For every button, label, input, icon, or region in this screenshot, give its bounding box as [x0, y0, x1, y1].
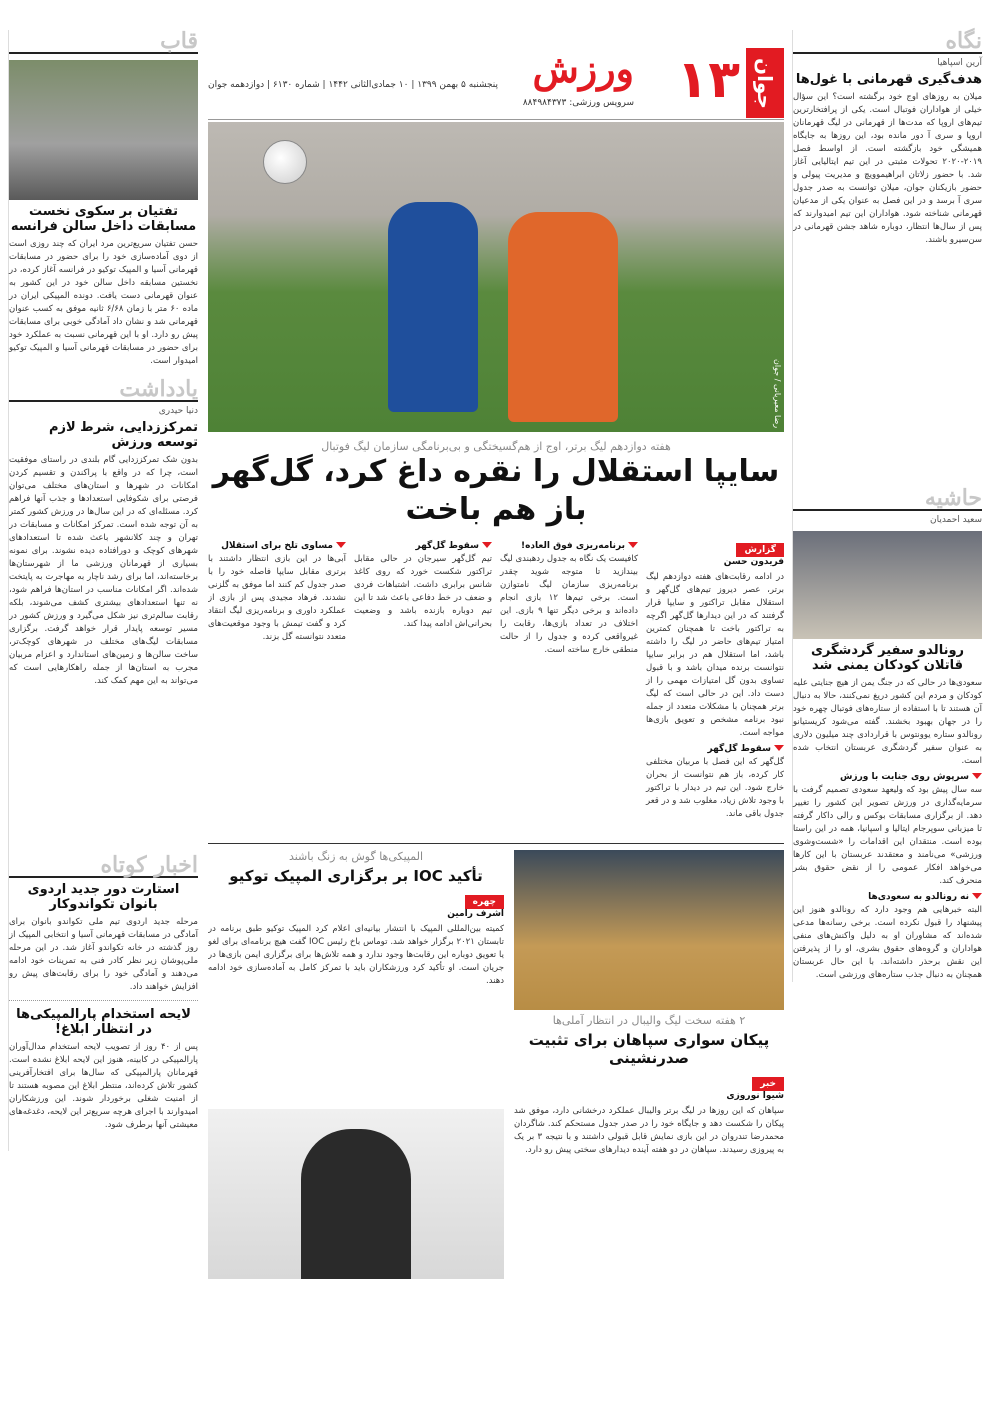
yad-headline: تمرکززدایی، شرط لازم توسعه ورزش — [48, 420, 198, 450]
hashie-body-3: البته خبرهایی هم وجود دارد که رونالدو هنوز این پیشنهاد را قبول نکرده است. برخی رسانه‌ها مدعی شده‌اند که مشاوران او به دلیل واکنش‌های منفی هواداران و گروه‌های حقوق بشری، او را از پذیرفتن این نقش برحذر داشته‌اند. با این حال عربستان همچنان به دنبال جذب ستاره‌های ورزشی است. — [793, 905, 982, 980]
bottom-stories — [208, 850, 784, 1305]
service-phone: سرویس ورزشی: ۸۸۴۹۸۴۳۷۳ — [522, 98, 634, 108]
main-subhead-1: سقوط گل‌گهر — [646, 744, 784, 754]
center-column — [208, 440, 784, 1305]
short1-body: مرحله جدید اردوی تیم ملی تکواندو بانوان برای آمادگی در مسابقات قهرمانی آسیا و انتخابی المپیک از روز گذشته در خانه تکواندو آغاز شد. در این مرحله ملی‌پوشان زیر نظر کادر فنی به تمرینات خود ادامه می‌دهند و آمادگی خود را برای رقابت‌های پیش رو افزایش خواهند داد. — [9, 917, 198, 992]
marker-icon — [628, 542, 638, 548]
short-divider — [9, 1000, 198, 1001]
short2-headline: لایحه استخدام پارالمپیکی‌ها در انتظار ابلاغ! — [16, 1007, 191, 1037]
olympic-body: کمیته بین‌المللی المپیک با انتشار بیانیه‌ای اعلام کرد المپیک توکیو طبق برنامه در تابستان ۲۰۲۱ برگزار خواهد شد. توماس باخ رئیس IOC گفت هیچ برنامه‌ای برای لغو یا تعویق دوباره این رقابت‌ها وجود ندارد و همه تلاش‌ها برای برگزاری ایمن بازی‌ها در جریان است. او تأکید کرد ورزشکاران باید با تمرکز کامل به آماده‌سازی خود ادامه دهند. — [208, 924, 504, 986]
issue-meta: پنجشنبه ۵ بهمن ۱۳۹۹ | ۱۰ جمادی‌الثانی ۱۴۴۲ | شماره ۶۱۳۰ | دوازدهمه جوان — [208, 80, 499, 90]
ronaldo-photo — [793, 531, 982, 639]
page-number: ۱۳ — [676, 50, 740, 110]
ghab-body: حسن تفتیان سریع‌ترین مرد ایران که چند روزی است از دوی آماده‌سازی خود را برای حضور در مسابقات قهرمانی آسیا و المپیک توکیو در فرانسه آغاز کرده، در نخستین مسابقه داخل سالن خود در این کشور به عنوان قهرمانی دست یافت. دونده المپیکی ایران در ماده ۶۰ متر با زمان ۶/۶۸ ثانیه موفق به کسب عنوان قهرمانی شد و نشان داد آمادگی خوبی برای مسابقات پیش رو دارد. او با این قهرمانی نسبت به عملکرد خود برای حضور در مسابقات قهرمانی آسیا و المپیک توکیو امیدوار است. — [9, 239, 198, 366]
football-icon — [263, 140, 307, 184]
podium-photo — [9, 60, 198, 200]
article-col-1 — [646, 537, 784, 837]
hashie-body: سعودی‌ها در حالی که در جنگ یمن از هیچ جنایتی علیه کودکان و مردم این کشور دریغ نمی‌کنند، حالا به دنبال آن هستند تا با استفاده از ستاره‌های فوتبال چهره خود را در جهان بهبود بخشند. گفته می‌شود کریستیانو رونالدو ستاره یوونتوس با قراردادی چند میلیون دلاری به عنوان سفیر گردشگری عربستان انتخاب شده است. — [793, 678, 982, 766]
marker-icon — [972, 893, 982, 899]
main-subhead-3: سقوط گل‌گهر — [354, 541, 492, 551]
olympic-story — [208, 850, 504, 1305]
ghab-headline: تفتیان بر سکوی نخست مسابقات داخل سالن فرانسه — [10, 204, 197, 234]
marker-icon — [774, 745, 784, 751]
main-article — [208, 537, 784, 837]
main-subhead-4: مساوی تلخ برای استقلال — [208, 541, 346, 551]
nigah-body: میلان به روزهای اوج خود برگشته است؟ این سؤال خیلی از هواداران فوتبال است. یکی از پرافتخارترین تیم‌های اروپا که مدت‌ها از قهرمانی در لیگ قهرمانان اروپا و سری آ دور مانده بود، این روزها به جایگاه همیشگی خود بازگشته است. از اواسط فصل ۲۰۱۹-۲۰۲۰ تحولات مثبتی در این تیم ایتالیایی آغاز شد. با حضور زلاتان ابراهیموویچ و مدیریت پیولی و حضور بازیکنان جوان، میلان توانست به صدر جدول سری آ برسد و در این فصل به عنوان یکی از مدعیان قهرمانی شناخته شود. هواداران این تیم امیدوارند که پس از سال‌ها انتظار، دوباره شاهد جشن قهرمانی در سن‌سیرو باشند. — [793, 92, 982, 245]
marker-icon — [972, 773, 982, 779]
main-photo — [208, 122, 784, 432]
marker-icon — [336, 542, 346, 548]
player-blue — [388, 202, 478, 412]
hashie-subhead-2: نه رونالدو به سعودی‌ها — [793, 892, 982, 902]
volleyball-story — [514, 850, 784, 1305]
report-byline — [646, 537, 784, 567]
olympic-headline: تأکید IOC بر برگزاری المپیک توکیو — [229, 867, 483, 885]
main-body-2: گل‌گهر که این فصل با مربیان مختلفی کار کرده، باز هم نتوانست از بحران خارج شود. این تیم در دیدار با تراکتور با وجود تلاش زیاد، مغلوب شد و در قعر جدول باقی ماند. — [646, 757, 784, 819]
main-body-5: آبی‌ها در این بازی انتظار داشتند با برتری مقابل سایپا فاصله خود را با صدر جدول کم کنند اما موفق به گلزنی نشدند. فرهاد مجیدی پس از بازی از عملکرد داوری و برنامه‌ریزی لیگ انتقاد کرد و گفت تیمش با وجود موقعیت‌های متعدد نتوانسته گل بزند. — [208, 554, 346, 642]
player-orange — [508, 212, 618, 422]
olympic-label: چهره — [465, 895, 504, 909]
yad-author: دنیا حیدری — [158, 406, 198, 416]
hashie-author: سعید احمدیان — [929, 515, 982, 525]
bach-photo — [208, 1109, 504, 1279]
main-subhead-2: برنامه‌ریزی فوق العاده! — [500, 541, 638, 551]
report-label: گزارش — [736, 543, 784, 557]
center-divider — [208, 843, 784, 844]
main-body-4: تیم گل‌گهر سیرجان در حالی مقابل تراکتور شکست خورد که روی کاغذ شانس برابری داشت. اشتباهات فردی و ضعف در خط دفاعی باعث شد تا این تیم دوباره بازنده باشد و وضعیت بحرانی‌اش ادامه پیدا کند. — [354, 554, 492, 629]
olympic-kicker: المپیکی‌ها گوش به زنگ باشند — [288, 850, 424, 863]
section-title-akhbar: اخبار کوتاه — [9, 854, 198, 878]
section-title-yad: یادداشت — [9, 378, 198, 402]
report-author: فریدون حسن — [723, 557, 784, 567]
olympic-author: اشرف رامین — [447, 909, 504, 919]
hashie-body-2: سه سال پیش بود که ولیعهد سعودی تصمیم گرفت با سرمایه‌گذاری در ورزش تصویر این کشور را تغییر دهد. از برگزاری مسابقات بوکس و رالی داکار گرفته تا میزبانی سوپرجام ایتالیا و اسپانیا، همه در این راستا بوده است. منتقدان این اقدامات را «شست‌وشوی ورزشی» می‌نامند و معتقدند عربستان با این کارها می‌خواهد افکار عمومی را از نقض حقوق بشر منحرف کند. — [793, 785, 982, 886]
hashie-headline: رونالدو سفیر گردشگری قاتلان کودکان یمنی شد — [810, 643, 965, 673]
volley-label: خبر — [752, 1077, 784, 1091]
yad-body: بدون شک تمرکززدایی گام بلندی در راستای موفقیت است، چرا که در واقع با پراکندن و تقسیم کردن امکانات در شهرها و استان‌های مختلف می‌توان فرصتی برای شکوفایی استعدادها و جذب آنها فراهم کرد. مسئله‌ای که در این سال‌ها در ورزش کشور کمتر به آن توجه شده است. تمرکز امکانات و مسابقات در تهران و چند کلانشهر باعث شده تا استعدادهای شهرهای کوچک و دورافتاده دیده نشوند. برای نمونه بسیاری از قهرمانان ورزشی ما از شهرستان‌ها برخاسته‌اند، اما برای رشد ناچار به مهاجرت به پایتخت شده‌اند. اگر امکانات مناسب در استان‌ها فراهم شود، نه تنها استعدادهای بیشتری کشف می‌شوند، بلکه رقابت سالم‌تری نیز شکل می‌گیرد و ورزش کشور در مسیر توسعه پایدار قرار خواهد گرفت. برگزاری مسابقات لیگ‌های مختلف در شهرهای کوچک‌تر، ساخت سالن‌ها و زمین‌های استاندارد و اعزام مربیان مجرب به استان‌ها از جمله راهکارهایی است که می‌تواند به این مهم کمک کند. — [9, 455, 198, 686]
short2-body: پس از ۴۰ روز از تصویب لایحه استخدام مدال‌آوران پارالمپیکی در کابینه، هنوز این لایحه ابلاغ نشده است. قهرمانان پارالمپیکی که سال‌ها برای افتخارآفرینی کشور تلاش کرده‌اند، منتظر ابلاغ این مصوبه هستند تا از امنیت شغلی برخوردار شوند. این ورزشکاران امیدوارند با اجرای هرچه سریع‌تر این لایحه، دغدغه‌های معیشتی آنها برطرف شود. — [9, 1042, 198, 1130]
section-name: ورزش — [532, 46, 634, 91]
volleyball-photo — [514, 850, 784, 1010]
section-title-hashie: حاشیه — [793, 487, 982, 511]
nigah-headline: هدف‌گیری قهرمانی با غول‌ها — [795, 72, 982, 87]
main-kicker: هفته دوازدهم لیگ برتر، اوج از هم‌گسیختگی و بی‌برنامگی سازمان لیگ فوتبال — [321, 440, 671, 453]
volley-body: سپاهان که این روزها در لیگ برتر والیبال عملکرد درخشانی دارد، موفق شد پیکان را شکست دهد و جایگاه خود را در صدر جدول مستحکم کند. شاگردان محمدرضا تندروان در این بازی نمایش قابل قبولی داشتند و با نتیجه ۳ بر یک به پیروزی رسیدند. سپاهان در دو هفته آینده دیدارهای سختی پیش رو دارد. — [514, 1106, 784, 1155]
article-col-3 — [354, 537, 492, 837]
article-col-2 — [500, 537, 638, 837]
volley-byline — [514, 1071, 784, 1101]
main-headline: سایپا استقلال را نقره داغ کرد، گل‌گهر باز هم باخت — [212, 454, 780, 527]
olympic-byline — [208, 889, 504, 919]
newspaper-logo: جوان — [746, 48, 784, 118]
section-title-ghab: قاب — [9, 30, 198, 54]
nigah-author: آرین اسپاهیا — [937, 58, 982, 68]
main-body: در ادامه رقابت‌های هفته دوازدهم لیگ برتر، عصر دیروز تیم‌های گل‌گهر و استقلال مقابل تراکتور و سایپا قرار گرفتند که در این دیدارها گل‌گهر اگرچه به تراکتور باخت تا همچنان کمترین امتیاز تیم‌های حاضر در لیگ را داشته باشد، اما استقلال هم در برابر سایپا نتوانست برنده میدان باشد و با قبول تساوی بدون گل امتیازات مهمی را از دست داد. این در حالی است که لیگ برتر همچنان با مشکلات متعدد از جمله نبود برنامه مشخص و تعویق بازی‌ها مواجه است. — [646, 572, 784, 738]
masthead — [208, 40, 784, 120]
section-title-nigah: نگاه — [793, 30, 982, 54]
photo-credit: رضا معیریانی / جوان — [773, 358, 782, 428]
volley-author: شیوا نوروزی — [726, 1091, 784, 1101]
article-col-4 — [208, 537, 346, 837]
volley-kicker: ۲ هفته سخت لیگ والیبال در انتظار آملی‌ها — [552, 1014, 746, 1027]
marker-icon — [482, 542, 492, 548]
volley-headline: پیکان سواری سپاهان برای تثبیت صدرنشینی — [528, 1031, 770, 1067]
main-body-3: کافیست یک نگاه به جدول ردهبندی لیگ بیندازید تا متوجه شوید چقدر برنامه‌ریزی سازمان لیگ نامتوازن است. برخی تیم‌ها ۱۲ بازی انجام داده‌اند و برخی دیگر تنها ۹ بازی. این اختلاف در تعداد بازی‌ها، رقابت را غیرواقعی کرده و جدول را از حالت منطقی خارج ساخته است. — [500, 554, 638, 655]
right-column — [792, 30, 982, 982]
hashie-subhead-1: سرپوش روی جنایت با ورزش — [793, 772, 982, 782]
short1-headline: استارت دور جدید اردوی بانوان تکواندوکار — [27, 882, 180, 912]
bach-silhouette — [301, 1129, 411, 1279]
left-column — [8, 30, 198, 1151]
